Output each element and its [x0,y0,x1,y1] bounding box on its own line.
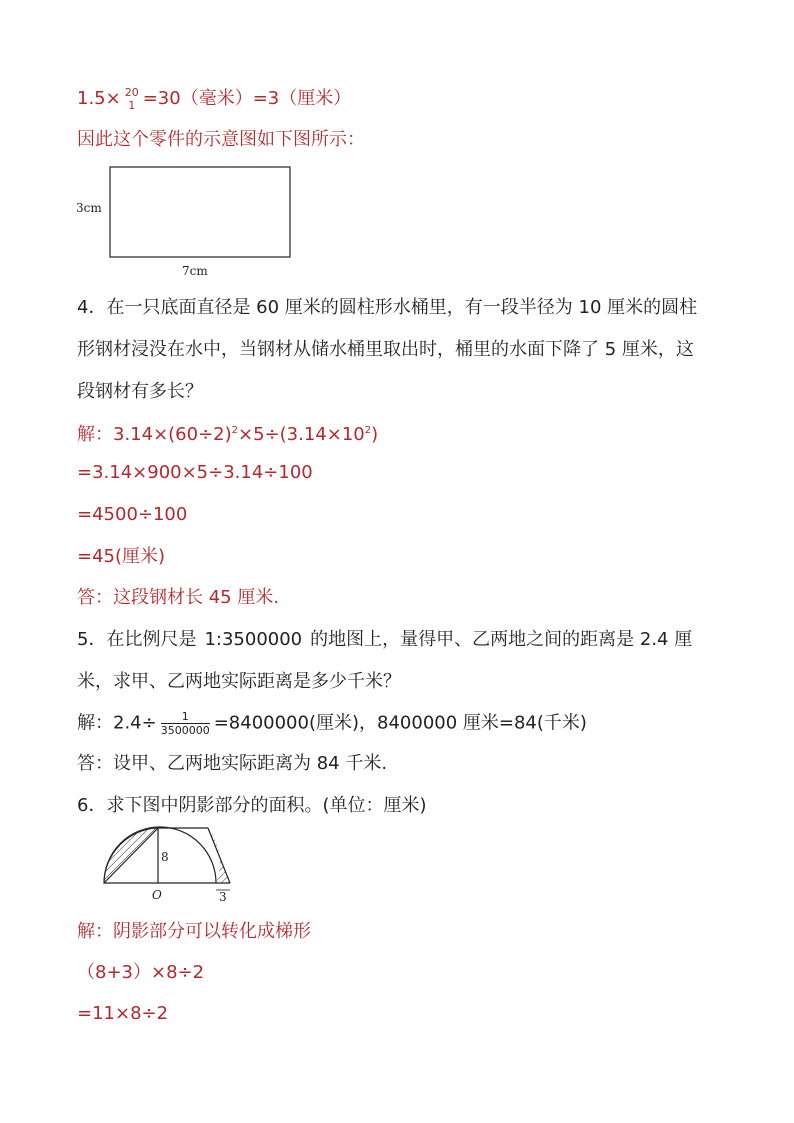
part-rectangle-diagram [70,160,310,284]
solution-5 [77,710,587,737]
figure-intro-text: 因此这个零件的示意图如下图所示： [77,129,365,150]
width-label: 7cm [182,264,208,278]
rectangle-shape [110,167,290,257]
solution-5-fraction [161,710,210,737]
solution-5-prefix: 解：2.4÷ [77,712,157,734]
calc-1-result: =30（毫米）=3（厘米） [142,88,352,109]
solution-4-part-c: ) [371,424,379,445]
calc-line-1 [77,86,351,112]
solution-4-line-1 [77,419,378,447]
fraction-numerator: 1 [181,710,189,723]
answer-4: 答：这段钢材长 45 厘米. [77,587,280,608]
label-3: 3 [219,890,227,904]
solution-4-line-3: =4500÷100 [77,504,188,525]
solution-6-line-1: 解：阴影部分可以转化成梯形 [77,921,311,942]
question-5-prefix: 5．在比例尺是 [77,629,197,650]
solution-4-line-2: =3.14×900×5÷3.14÷100 [77,462,313,483]
scale-ratio: 1:3500000 [204,629,303,650]
solution-6-line-3: =11×8÷2 [77,1003,169,1024]
answer-5: 答：设甲、乙两地实际距离为 84 千米. [77,753,388,774]
label-8: 8 [161,850,169,864]
fraction-denominator: 1 [128,99,136,112]
question-4-line-2: 形钢材浸没在水中，当钢材从储水桶里取出时，桶里的水面下降了 5 厘米，这 [77,339,694,360]
question-4-line-3: 段钢材有多长？ [77,381,203,402]
calc-1-fraction [125,86,139,112]
question-5-suffix: 的地图上，量得甲、乙两地之间的距离是 2.4 厘 [310,629,693,650]
exponent: 2 [231,425,239,436]
solution-4-part-a: 解：3.14×(60÷2) [77,424,232,445]
question-5-line-1 [77,628,692,652]
fraction-denominator: 3500000 [160,724,210,737]
solution-4-line-4: =45(厘米) [77,546,166,567]
shaded-area-diagram [98,822,248,904]
fraction-numerator: 20 [124,86,139,99]
exponent: 2 [364,425,372,436]
calc-1-prefix: 1.5× [77,88,121,109]
solution-5-result: =8400000(厘米)，8400000 厘米=84(千米) [213,712,587,734]
height-label: 3cm [76,201,102,215]
solution-6-line-2: （8+3）×8÷2 [77,962,205,983]
label-o: O [152,888,162,902]
solution-4-part-b: ×5÷(3.14×10 [238,424,365,445]
question-5-line-2: 米，求甲、乙两地实际距离是多少千米？ [77,671,401,692]
question-4-line-1: 4．在一只底面直径是 60 厘米的圆柱形水桶里，有一段半径为 10 厘米的圆柱 [77,297,698,318]
question-6: 6．求下图中阴影部分的面积。(单位：厘米) [77,795,427,816]
